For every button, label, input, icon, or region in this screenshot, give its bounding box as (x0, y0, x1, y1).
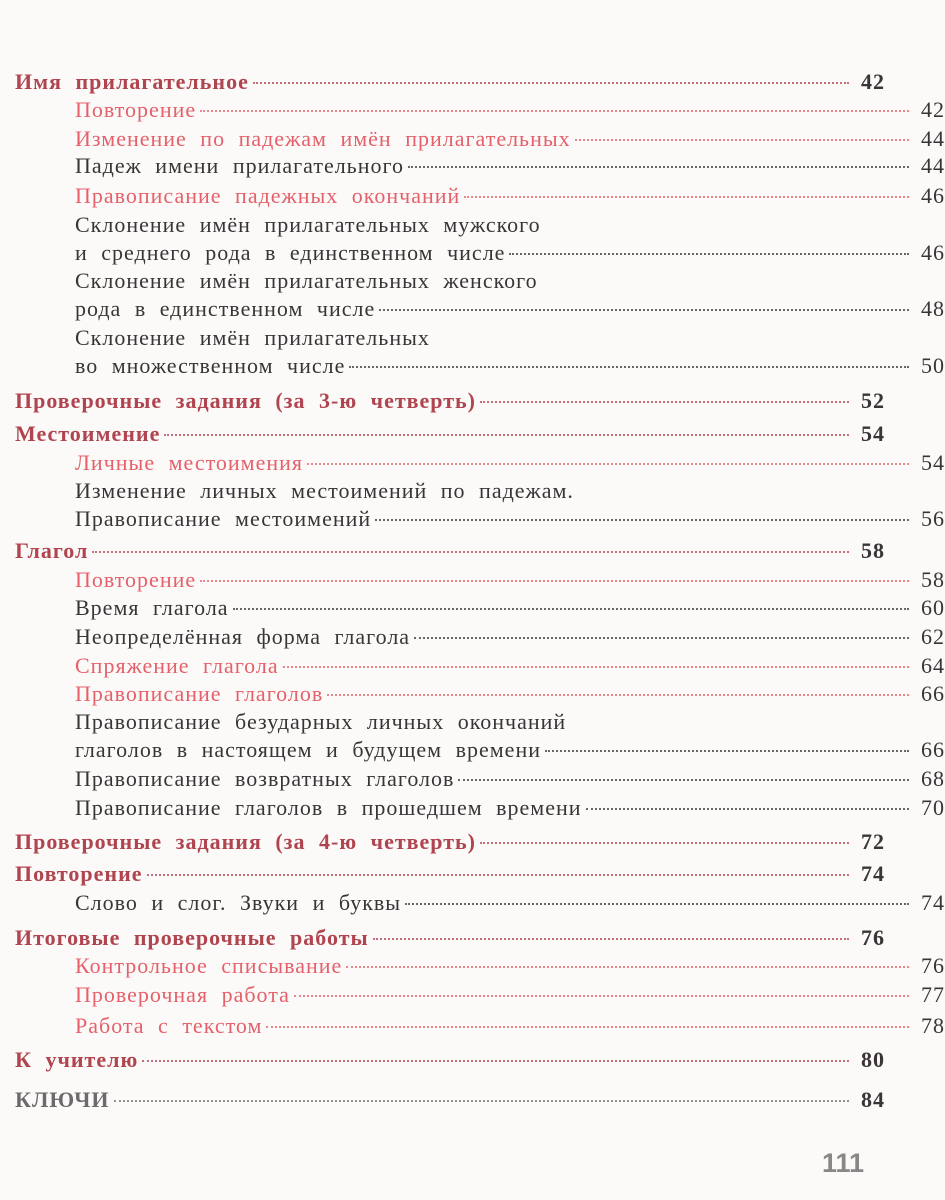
toc-entry-page: 52 (861, 388, 885, 413)
toc-entry (0, 324, 945, 380)
dot-leader (200, 110, 909, 112)
toc-entry-page: 42 (861, 69, 885, 94)
toc-entry-title: Правописание безударных личных окончаний (75, 709, 567, 734)
toc-entry (0, 477, 945, 533)
toc-entry-title: Склонение имён прилагательных женского (75, 268, 538, 293)
toc-entry-page: 78 (921, 1013, 945, 1038)
toc-entry (0, 68, 885, 96)
toc-entry-page: 66 (921, 681, 945, 706)
dot-leader (464, 196, 909, 198)
toc-entry-page: 56 (921, 506, 945, 531)
toc-entry (0, 708, 945, 764)
toc-entry-title: во множественном числе (75, 353, 346, 378)
dot-leader (379, 309, 909, 311)
toc-entry-page: 58 (861, 538, 885, 563)
toc-entry-page: 76 (861, 925, 885, 950)
toc-entry-title: Склонение имён прилагательных (75, 325, 430, 350)
toc-entry-title: Изменение по падежам имён прилагательных (75, 126, 571, 151)
dot-leader (266, 1026, 909, 1028)
dot-leader (142, 1060, 849, 1062)
toc-entry-title: и среднего рода в единственном числе (75, 240, 506, 265)
dot-leader (283, 666, 909, 668)
dot-leader (480, 842, 849, 844)
toc-entry (0, 652, 945, 680)
toc-entry (0, 182, 945, 210)
toc-entry (0, 981, 945, 1009)
toc-entry (0, 860, 885, 888)
toc-entry-title: Изменение личных местоимений по падежам. (75, 478, 574, 503)
toc-entry (0, 267, 945, 323)
toc-entry-page: 42 (921, 97, 945, 122)
toc-entry-title: Работа с текстом (75, 1013, 263, 1038)
toc-entry (0, 420, 885, 448)
toc-entry (0, 566, 945, 594)
toc-entry (0, 924, 885, 952)
dot-leader (349, 366, 909, 368)
toc-entry-page: 44 (921, 126, 945, 151)
dot-leader (480, 401, 849, 403)
toc-entry (0, 152, 945, 180)
toc-entry-title: Проверочная работа (75, 982, 290, 1007)
toc-entry-title: глаголов в настоящем и будущем времени (75, 737, 541, 762)
toc-entry-page: 48 (921, 296, 945, 321)
dot-leader (414, 637, 909, 639)
toc-entry-title: Правописание глаголов (75, 681, 324, 706)
toc-entry-page: 54 (921, 450, 945, 475)
dot-leader (545, 750, 909, 752)
toc-entry (0, 125, 945, 153)
toc-entry-title: Проверочные задания (за 3-ю четверть) (15, 388, 476, 413)
toc-entry-title: рода в единственном числе (75, 296, 376, 321)
toc-entry (0, 765, 945, 793)
toc-entry-page: 68 (921, 766, 945, 791)
toc-entry-title: Глагол (15, 538, 89, 563)
dot-leader (575, 139, 909, 141)
toc-entry-page: 60 (921, 595, 945, 620)
toc-entry (0, 623, 945, 651)
toc-entry-title: Проверочные задания (за 4-ю четверть) (15, 829, 476, 854)
toc-entry-title: КЛЮЧИ (15, 1087, 110, 1112)
toc-entry-page: 72 (861, 829, 885, 854)
dot-leader (375, 519, 909, 521)
toc-entry (0, 449, 945, 477)
toc-entry-title: Склонение имён прилагательных мужского (75, 212, 541, 237)
dot-leader (92, 551, 849, 553)
toc-entry-title: Падеж имени прилагательного (75, 153, 404, 178)
dot-leader (408, 166, 909, 168)
dot-leader (509, 253, 909, 255)
toc-entry-title: Местоимение (15, 421, 161, 446)
toc-entry-page: 58 (921, 567, 945, 592)
toc-entry (0, 387, 885, 415)
toc-entry-page: 54 (861, 421, 885, 446)
toc-entry-page: 70 (921, 795, 945, 820)
toc-entry-title: Неопределённая форма глагола (75, 624, 411, 649)
dot-leader (200, 580, 909, 582)
toc-entry-page: 64 (921, 653, 945, 678)
toc-entry-page: 76 (921, 953, 945, 978)
toc-entry (0, 594, 945, 622)
toc-entry (0, 952, 945, 980)
dot-leader (147, 874, 849, 876)
toc-entry-page: 50 (921, 353, 945, 378)
toc-entry (0, 211, 945, 267)
toc-entry-title: Правописание падежных окончаний (75, 183, 461, 208)
toc-entry-title: Повторение (75, 97, 197, 122)
dot-leader (294, 995, 909, 997)
toc-entry (0, 96, 945, 124)
toc-entry-page: 74 (861, 861, 885, 886)
toc-entry-title: Личные местоимения (75, 450, 304, 475)
toc-entry-title: Правописание глаголов в прошедшем времени (75, 795, 582, 820)
dot-leader (373, 938, 849, 940)
toc-entry-page: 44 (921, 153, 945, 178)
toc-entry (0, 794, 945, 822)
dot-leader (233, 608, 909, 610)
toc-entry-page: 46 (921, 240, 945, 265)
toc-entry-page: 80 (861, 1047, 885, 1072)
page-number: 111 (822, 1148, 865, 1178)
toc-entry-page: 84 (861, 1087, 885, 1112)
toc-entry-title: Имя прилагательное (15, 69, 249, 94)
dot-leader (253, 82, 849, 84)
toc-entry-page: 74 (921, 890, 945, 915)
toc-entry (0, 1046, 885, 1074)
toc-entry (0, 828, 885, 856)
toc-entry (0, 889, 945, 917)
toc-entry-title: Слово и слог. Звуки и буквы (75, 890, 402, 915)
toc-entry-title: Повторение (75, 567, 197, 592)
toc-entry (0, 1086, 885, 1114)
toc-entry-page: 77 (921, 982, 945, 1007)
toc-entry-title: Спряжение глагола (75, 653, 279, 678)
toc-entry (0, 537, 885, 565)
toc-entry-title: Время глагола (75, 595, 229, 620)
toc-entry-title: Повторение (15, 861, 143, 886)
dot-leader (346, 966, 909, 968)
toc-entry (0, 1012, 945, 1040)
dot-leader (405, 903, 909, 905)
toc-entry-title: Правописание местоимений (75, 506, 372, 531)
toc-entry-title: Правописание возвратных глаголов (75, 766, 455, 791)
dot-leader (458, 779, 909, 781)
toc-entry-page: 62 (921, 624, 945, 649)
toc-entry-page: 66 (921, 737, 945, 762)
dot-leader (164, 434, 849, 436)
dot-leader (114, 1100, 849, 1102)
toc-entry-title: К учителю (15, 1047, 139, 1072)
dot-leader (327, 694, 909, 696)
dot-leader (307, 463, 909, 465)
toc-entry (0, 680, 945, 708)
dot-leader (586, 808, 909, 810)
toc-entry-page: 46 (921, 183, 945, 208)
toc-entry-title: Итоговые проверочные работы (15, 925, 369, 950)
toc-entry-title: Контрольное списывание (75, 953, 343, 978)
